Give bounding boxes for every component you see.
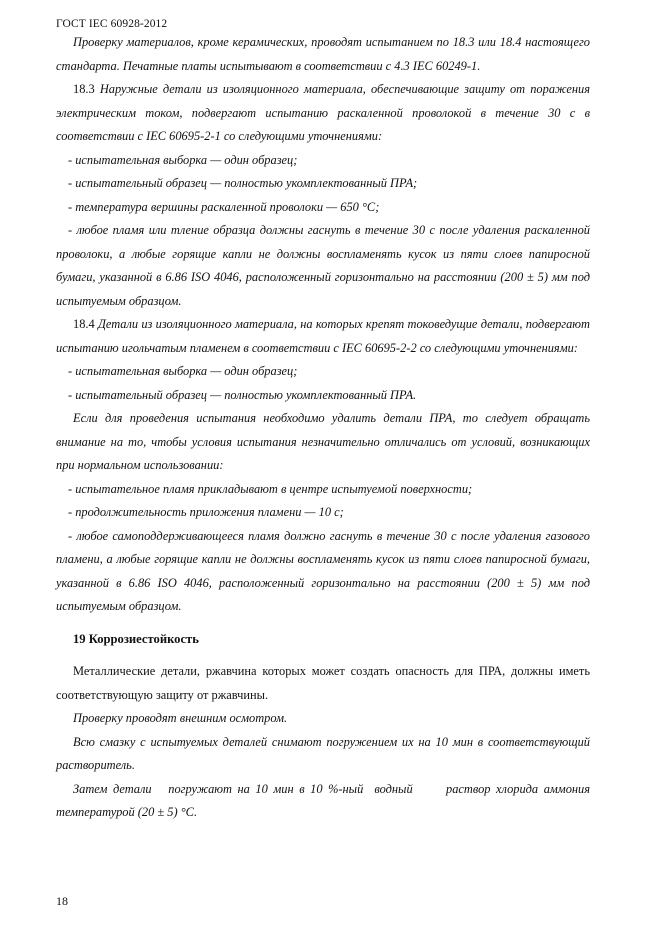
clause-18-4	[56, 313, 590, 360]
page-number: 18	[56, 894, 68, 908]
paragraph-removal-note: Если для проведения испытания необходимо удалить детали ПРА, то следует обращать внимание на то, чтобы условия испытания незначительно отличались от условий, возникающих при нормальном использовании:	[56, 411, 590, 472]
paragraph-immersion: Затем детали погружают на 10 мин в 10 %-ный водный раствор хлорида аммония температурой (20 ± 5) °С.	[56, 781, 594, 819]
list-item: - испытательный образец — полностью укомплектованный ПРА;	[68, 176, 418, 190]
list-item: - испытательный образец — полностью укомплектованный ПРА.	[68, 387, 417, 402]
list-item: - испытательная выборка — один образец;	[68, 152, 298, 167]
paragraph-inspection: Проверку проводят внешним осмотром.	[73, 711, 288, 725]
list-item: - испытательное пламя прикладывают в центре испытуемой поверхности;	[68, 481, 473, 496]
paragraph-degreasing: Всю смазку с испытуемых деталей снимают погружением их на 10 мин в соответствующий растворитель.	[56, 734, 590, 772]
list-item: - температура вершины раскаленной проволоки — 650 °С;	[68, 199, 380, 214]
clause-number: 18.4	[73, 317, 95, 331]
document-header: ГОСТ IEC 60928-2012	[56, 18, 168, 30]
clause-number: 18.3	[73, 82, 95, 96]
list-item: - продолжительность приложения пламени — 10 с;	[68, 505, 344, 519]
clause-text: Детали из изоляционного материала, на которых крепят токоведущие детали, подвергают испытанию игольчатым пламенем в соответствии с IEC 60695-2-2 со следующими уточнениями:	[56, 317, 590, 355]
clause-text: Наружные детали из изоляционного материала, обеспечивающие защиту от поражения электрическим током, подвергают испытанию раскаленной проволокой в течение 30 с в соответствии с IEC 60695-2-1 со следующими уточнениями:	[56, 82, 590, 143]
paragraph-corrosion-requirement: Металлические детали, ржавчина которых может создать опасность для ПРА, должны иметь соответствующую защиту от ржавчины.	[56, 664, 590, 702]
paragraph-materials-check: Проверку материалов, кроме керамических, проводят испытанием по 18.3 или 18.4 настоящего стандарта. Печатные платы испытывают в соответствии с 4.3 IEC 60249-1.	[56, 35, 590, 73]
list-item: - любое самоподдерживающееся пламя должно гаснуть в течение 30 с после удаления газового пламени, а любые горящие капли не должны воспламенять кусок из пяти слоев папиросной бумаги, указанной в 6.86 ISO 4046, расположенный горизонтально на расстоянии (200 ± 5) мм под испытуемым образцом.	[56, 528, 590, 613]
page-body	[56, 31, 594, 825]
list-item: - любое пламя или тление образца должны гаснуть в течение 30 с после удаления раскаленной проволоки, а любые горящие капли не должны воспламенять кусок из пяти слоев папиросной бумаги, указанной в 6.86 ISO 4046, расположенный горизонтально на расстоянии (200 ± 5) мм под испытуемым образцом.	[56, 223, 590, 308]
clause-18-3	[56, 78, 590, 149]
list-item: - испытательная выборка — один образец;	[68, 364, 298, 378]
section-title: 19 Коррозиестойкость	[73, 631, 199, 646]
